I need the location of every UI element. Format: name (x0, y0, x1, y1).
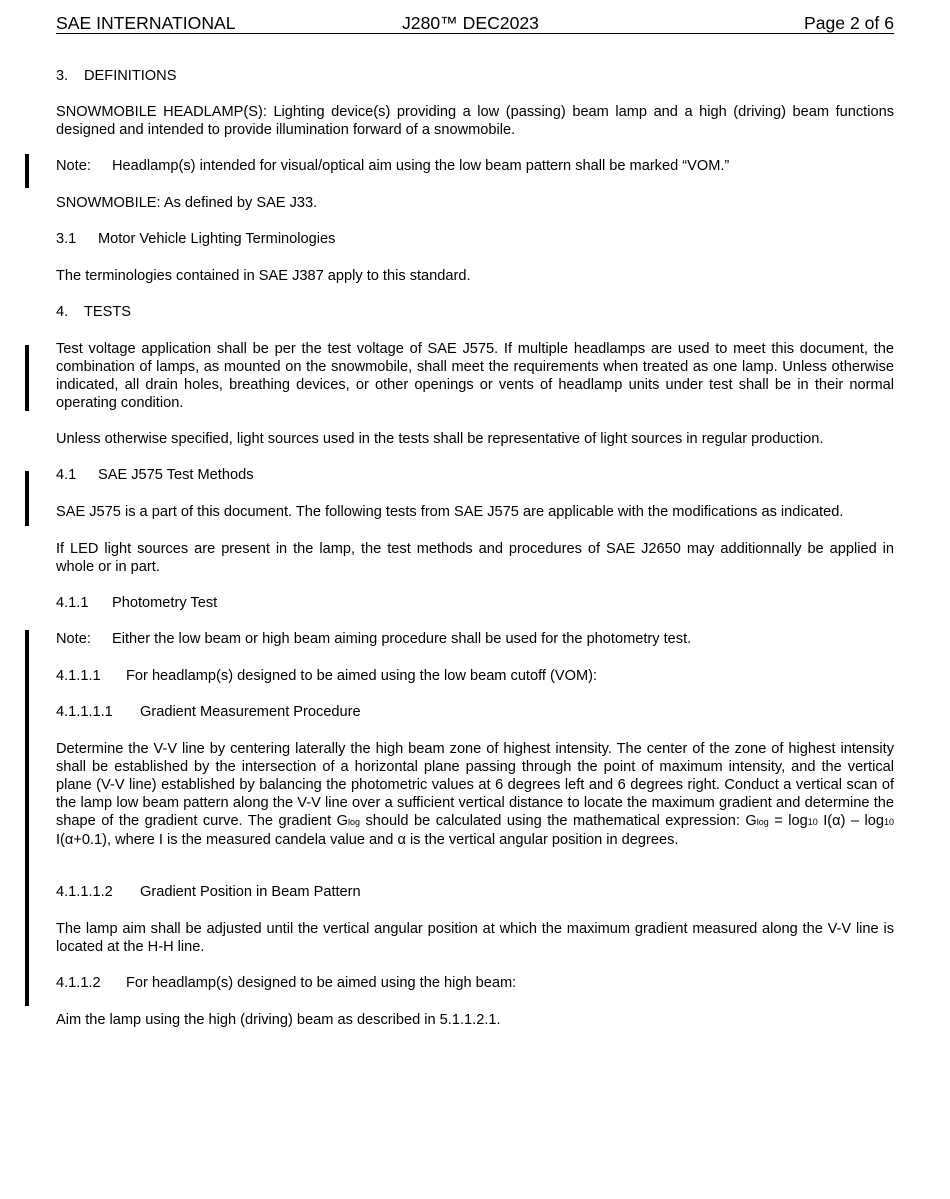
section-number: 4.1.1.2 (56, 975, 101, 991)
section-4-1-1-1-2-heading (56, 883, 894, 901)
note-label: Note: (56, 631, 91, 647)
section-title: TESTS (84, 304, 132, 320)
section-title: For headlamp(s) designed to be aimed using the high beam: (126, 975, 517, 991)
section-title: Gradient Measurement Procedure (140, 704, 361, 720)
paragraph-terminologies: The terminologies contained in SAE J387 apply to this standard. (56, 268, 471, 284)
section-title: SAE J575 Test Methods (98, 467, 254, 483)
section-number: 4.1.1.1.2 (56, 884, 113, 900)
section-number: 3. (56, 68, 69, 84)
header-org: SAE INTERNATIONAL (56, 13, 236, 33)
page-header (56, 13, 894, 34)
section-title: Motor Vehicle Lighting Terminologies (98, 231, 336, 247)
note-text: Headlamp(s) intended for visual/optical aim using the low beam pattern shall be marked “VOM.” (112, 158, 730, 174)
section-4-1-heading (56, 466, 894, 484)
change-bar (25, 630, 29, 1006)
section-number: 4.1.1.1.1 (56, 704, 113, 720)
section-3-1-heading (56, 230, 894, 248)
section-number: 3.1 (56, 231, 77, 247)
section-3-heading (56, 67, 894, 85)
section-title: Gradient Position in Beam Pattern (140, 884, 361, 900)
paragraph-light-sources: Unless otherwise specified, light sources used in the tests shall be representative of light sources in regular production. (56, 431, 824, 447)
change-bar (25, 345, 29, 411)
note-label: Note: (56, 158, 91, 174)
paragraph-j575: SAE J575 is a part of this document. The following tests from SAE J575 are applicable with the modifications as indicated. (56, 504, 844, 520)
note-photometry (56, 630, 894, 648)
header-doc-id: J280™ DEC2023 (402, 13, 539, 33)
paragraph-gradient-procedure: Determine the V-V line by centering laterally the high beam zone of highest intensity. The center of the zone of highest intensity shall be established by the intersection of a horizontal plane passing through the point of maximum intensity, and the vertical plane (V-V line) established by balancing the photometric values at 6 degrees left and 6 degrees right. Conduct a vertical scan of the lamp low beam pattern along the V-V line over a sufficient vertical distance to locate the maximum gradient and determine the shape of the gradient curve. The gradient Glog should be calculated using the mathematical expression: Glog = log10 I(α) – log10 I(α+0.1), where I is the measured candela value and α is the vertical angular position in degrees. (56, 741, 894, 848)
section-number: 4.1 (56, 467, 77, 483)
definition-snowmobile: SNOWMOBILE: As defined by SAE J33. (56, 195, 318, 211)
paragraph-test-voltage: Test voltage application shall be per the test voltage of SAE J575. If multiple headlamps are used to meet this document, the combination of lamps, as mounted on the snowmobile, shall meet the requirements when treated as one lamp. Unless otherwise indicated, all drain holes, breathing devices, or other openings or vents of headlamp units under test shall be in their normal operating condition. (56, 341, 894, 411)
header-page-number: Page 2 of 6 (804, 13, 894, 33)
section-4-1-1-1-heading (56, 667, 894, 685)
section-4-1-1-1-1-heading (56, 703, 894, 721)
change-bar (25, 471, 29, 526)
section-title: For headlamp(s) designed to be aimed using the low beam cutoff (VOM): (126, 668, 598, 684)
section-number: 4.1.1 (56, 595, 89, 611)
definition-headlamp: SNOWMOBILE HEADLAMP(S): Lighting device(s) providing a low (passing) beam lamp and a high (driving) beam functions designed and intended to provide illumination forward of a snowmobile. (56, 104, 894, 138)
note-text: Either the low beam or high beam aiming procedure shall be used for the photometry test. (112, 631, 692, 647)
section-number: 4. (56, 304, 69, 320)
section-4-heading (56, 303, 894, 321)
section-number: 4.1.1.1 (56, 668, 101, 684)
paragraph-high-beam: Aim the lamp using the high (driving) beam as described in 5.1.1.2.1. (56, 1012, 501, 1028)
section-title: Photometry Test (112, 595, 218, 611)
paragraph-aim-adjust: The lamp aim shall be adjusted until the vertical angular position at which the maximum gradient measured along the V-V line is located at the H-H line. (56, 921, 894, 955)
paragraph-led: If LED light sources are present in the lamp, the test methods and procedures of SAE J2650 may additionnally be applied in whole or in part. (56, 541, 894, 575)
section-title: DEFINITIONS (84, 68, 177, 84)
note-vom (56, 157, 894, 175)
section-4-1-1-2-heading (56, 974, 894, 992)
section-4-1-1-heading (56, 594, 894, 612)
change-bar (25, 154, 29, 188)
